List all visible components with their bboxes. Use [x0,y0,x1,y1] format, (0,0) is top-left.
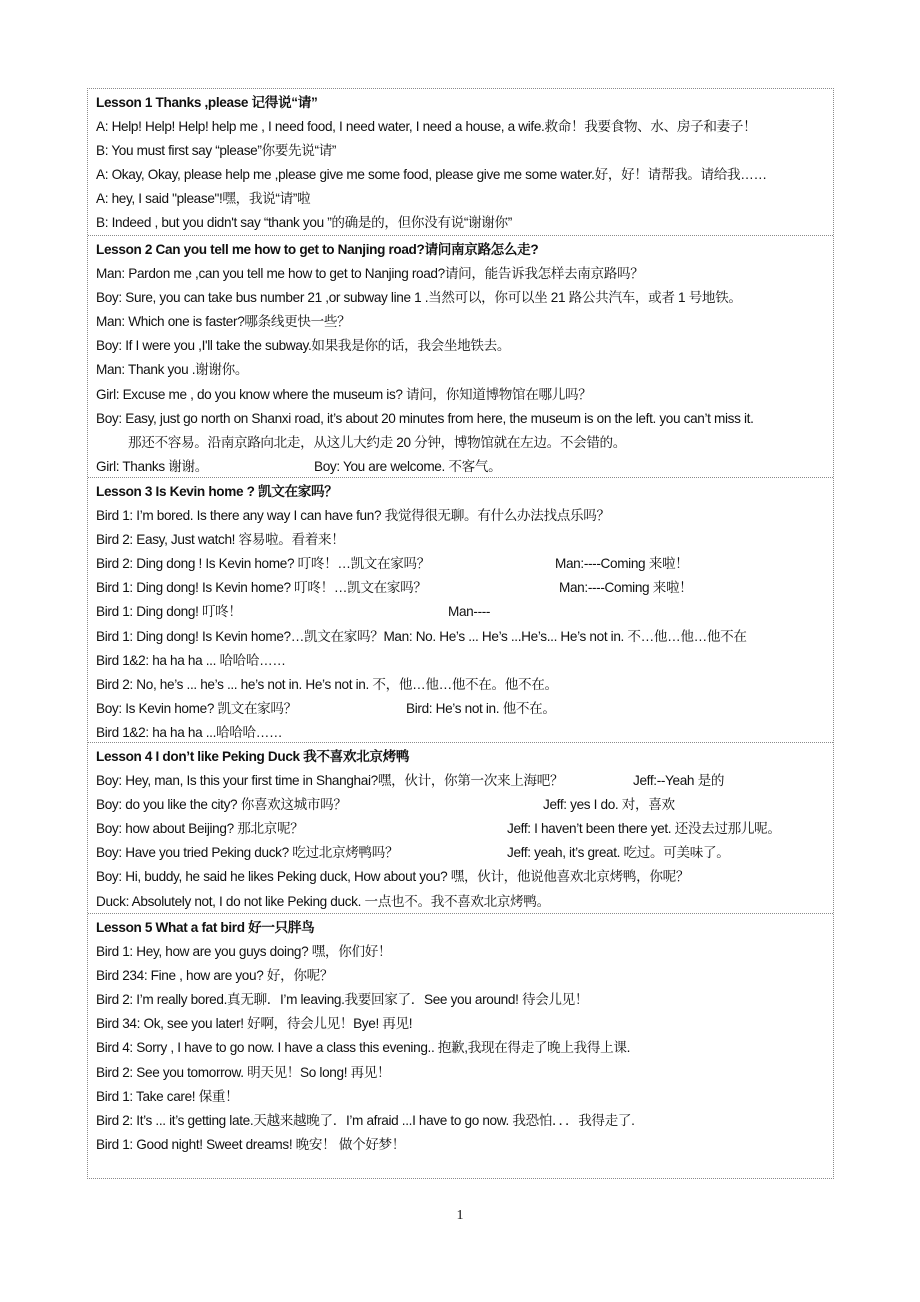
dialogue-line: B: You must first say “please”你要先说“请” [96,143,337,159]
dialogue-split-line [96,455,833,479]
lesson-title: Lesson 5 What a fat bird 好一只胖鸟 [96,920,315,935]
dialogue-right: Jeff: yeah, it’s great. 吃过。可美味了。 [507,845,730,861]
dialogue-line: Bird 1: Good night! Sweet dreams! 晚安！ 做个好梦！ [96,1136,406,1152]
dialogue-right: Jeff: yes I do. 对，喜欢 [543,797,675,813]
dialogue-line: Boy: Sure, you can take bus number 21 ,or subway line 1 .当然可以，你可以坐 21 路公共汽车，或者 1 号地铁。 [96,290,742,306]
lesson-title: Lesson 1 Thanks ,please 记得说“请” [96,95,318,110]
dialogue-left: Boy: how about Beijing? 那北京呢？ [96,821,304,837]
dialogue-right: Boy: You are welcome. 不客气。 [314,458,502,474]
dialogue-line: Boy: Hi, buddy, he said he likes Peking duck, How about you? 嘿，伙计，他说他喜欢北京烤鸭，你呢？ [96,869,690,885]
dialogue-line: A: Help! Help! Help! help me , I need food, I need water, I need a house, a wife.救命！我要食物、水、房子和妻子！ [96,119,757,135]
lessons-table [87,88,834,1179]
dialogue-line: Bird 234: Fine , how are you? 好，你呢？ [96,968,334,984]
dialogue-split-line [96,841,833,865]
dialogue-line: Bird 4: Sorry , I have to go now. I have a class this evening.. 抱歉,我现在得走了晚上我得上课. [96,1040,631,1056]
dialogue-left: Bird 1: Ding dong! Is Kevin home? 叮咚！…凯文在家吗？ [96,580,427,596]
page-number: 1 [456,1208,464,1223]
lesson-title: Lesson 2 Can you tell me how to get to Nanjing road?请问南京路怎么走? [96,242,539,257]
dialogue-line-translation: 那还不容易。沿南京路向北走，从这儿大约走 20 分钟，博物馆就在左边。不会错的。 [128,434,627,450]
dialogue-split-line [96,576,833,600]
dialogue-split-line [96,817,833,841]
dialogue-line: Bird 2: It’s ... it’s getting late.天越来越晚了．I’m afraid ...I have to go now. 我恐怕．．．我得走了. [96,1112,635,1128]
dialogue-left: Girl: Thanks 谢谢。 [96,458,208,474]
dialogue-line: B: Indeed , but you didn't say “thank you ”的确是的，但你没有说“谢谢你” [96,215,512,231]
lesson-5-cell [88,914,833,1178]
lesson-1-cell [88,89,833,236]
dialogue-line: Bird 2: I’m really bored.真无聊．I’m leaving.我要回家了．See you around! 待会儿见！ [96,992,589,1008]
dialogue-line: Bird 1&2: ha ha ha ... 哈哈哈…… [96,652,286,668]
dialogue-line: Girl: Excuse me , do you know where the museum is? 请问，你知道博物馆在哪儿吗？ [96,386,592,402]
dialogue-right: Jeff:--Yeah 是的 [633,773,725,789]
dialogue-right: Jeff: I haven’t been there yet. 还没去过那儿呢。 [507,821,781,837]
dialogue-line: Bird 2: No, he’s ... he’s ... he’s not in. He’s not in. 不，他…他…他不在。他不在。 [96,676,558,692]
dialogue-line: Bird 1: Ding dong! Is Kevin home?…凯文在家吗？Man: No. He’s ... He’s ...He’s... He’s not in. 不…他…他…他不在 [96,628,747,644]
lesson-4-cell [88,743,833,914]
lesson-title: Lesson 4 I don’t like Peking Duck 我不喜欢北京烤鸭 [96,749,410,764]
dialogue-right: Man:----Coming 来啦！ [559,580,693,596]
dialogue-left: Bird 2: Ding dong ! Is Kevin home? 叮咚！…凯文在家吗？ [96,556,431,572]
lesson-title: Lesson 3 Is Kevin home ? 凯文在家吗？ [96,484,338,499]
dialogue-line: Bird 1: Take care! 保重！ [96,1088,239,1104]
dialogue-line: Bird 2: See you tomorrow. 明天见！So long! 再见！ [96,1064,391,1080]
dialogue-left: Boy: do you like the city? 你喜欢这城市吗？ [96,797,347,813]
dialogue-line: Duck: Absolutely not, I do not like Peking duck. 一点也不。我不喜欢北京烤鸭。 [96,893,550,909]
dialogue-left: Boy: Hey, man, Is this your first time in Shanghai?嘿，伙计，你第一次来上海吧？ [96,773,564,789]
dialogue-split-line [96,697,833,721]
dialogue-line: Bird 1: Hey, how are you guys doing? 嘿，你们好！ [96,944,392,960]
dialogue-line: Bird 2: Easy, Just watch! 容易啦。看着来！ [96,532,345,548]
dialogue-line: A: Okay, Okay, please help me ,please give me some food, please give me some water.好，好！请帮我。请给我…… [96,167,767,183]
dialogue-split-line [96,552,833,576]
lesson-3-cell [88,478,833,743]
dialogue-right: Man---- [448,604,491,620]
dialogue-split-line [96,600,833,624]
dialogue-line: Man: Thank you .谢谢你。 [96,362,249,378]
dialogue-line: Bird 34: Ok, see you later! 好啊，待会儿见！Bye! 再见! [96,1016,413,1032]
dialogue-line: Man: Pardon me ,can you tell me how to get to Nanjing road?请问，能告诉我怎样去南京路吗？ [96,266,644,282]
dialogue-split-line [96,793,833,817]
dialogue-line: Bird 1&2: ha ha ha ...哈哈哈…… [96,724,283,740]
dialogue-right: Bird: He’s not in. 他不在。 [406,700,556,716]
dialogue-left: Boy: Is Kevin home? 凯文在家吗？ [96,700,297,716]
dialogue-left: Boy: Have you tried Peking duck? 吃过北京烤鸭吗？ [96,845,399,861]
lesson-2-cell [88,236,833,478]
dialogue-line: A: hey, I said "please"!嘿，我说“请”啦 [96,191,311,207]
dialogue-right: Man:----Coming 来啦！ [555,556,689,572]
dialogue-line: Boy: Easy, just go north on Shanxi road, it’s about 20 minutes from here, the museum is on the left. you can’t miss it. [96,410,754,426]
dialogue-line: Man: Which one is faster?哪条线更快一些？ [96,314,351,330]
dialogue-split-line [96,769,833,793]
dialogue-left: Bird 1: Ding dong! 叮咚！ [96,604,242,620]
dialogue-line: Bird 1: I’m bored. Is there any way I can have fun? 我觉得很无聊。有什么办法找点乐吗？ [96,508,610,524]
dialogue-line: Boy: If I were you ,I'll take the subway.如果我是你的话，我会坐地铁去。 [96,338,511,354]
